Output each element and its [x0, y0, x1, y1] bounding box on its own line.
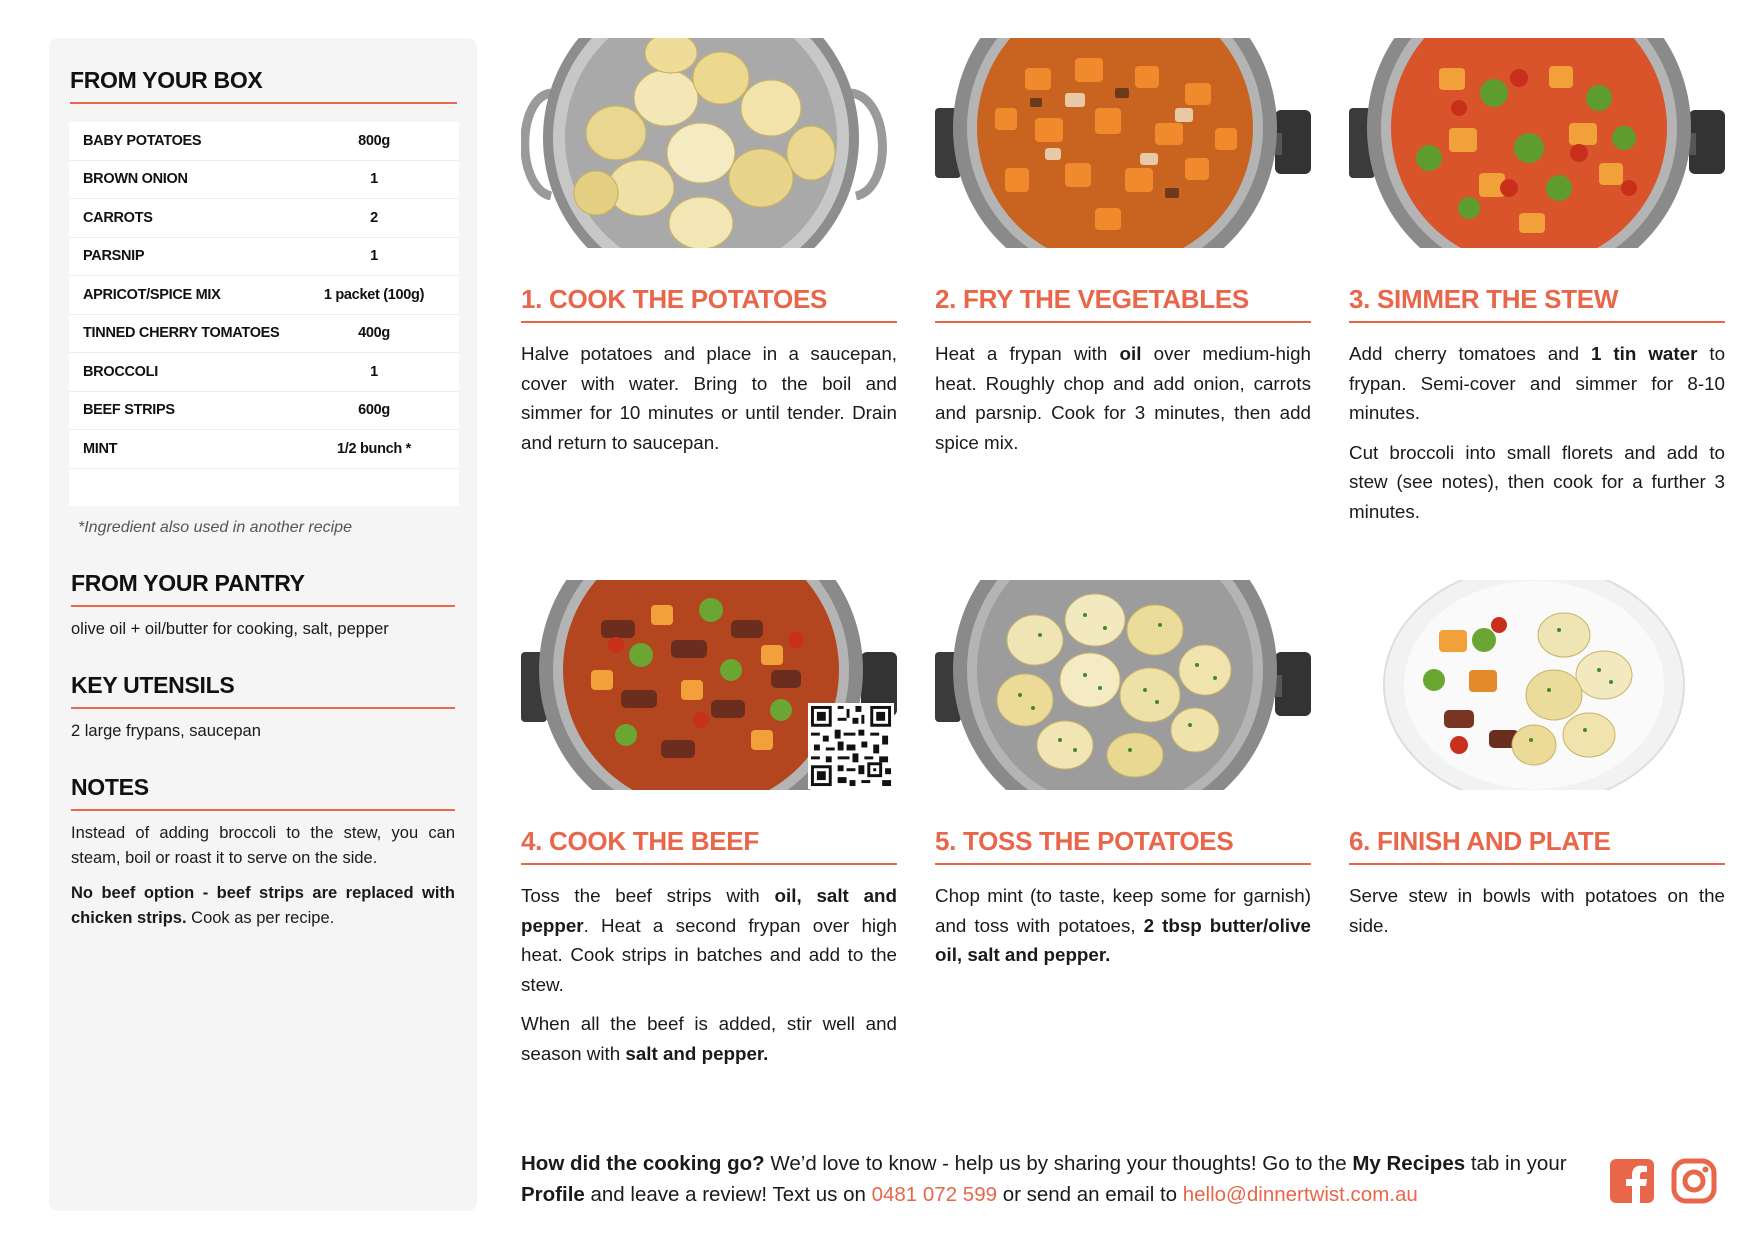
ingredient-name: CARROTS: [83, 209, 153, 226]
ingredient-row: [69, 430, 459, 469]
facebook-icon[interactable]: [1609, 1158, 1655, 1204]
ingredient-name: APRICOT/SPICE MIX: [83, 286, 221, 303]
step-text: Cut broccoli into small florets and add to stew (see notes), then cook for a further 3 minutes.: [1349, 441, 1725, 522]
ingredient-qty: 1: [370, 363, 378, 380]
ingredient-name: MINT: [83, 440, 118, 457]
step-body: [1349, 881, 1725, 940]
step-text: Add cherry tomatoes and: [1349, 343, 1592, 364]
step-body: [1349, 339, 1725, 526]
footer-text: or send an email to: [997, 1183, 1183, 1206]
notes-paragraph: [71, 881, 455, 931]
step-body: [521, 881, 897, 1068]
ingredient-name: TINNED CHERRY TOMATOES: [83, 325, 280, 342]
ingredient-row: [69, 161, 459, 200]
step-paragraph: [521, 339, 897, 457]
profile-link: Profile: [521, 1183, 585, 1206]
step-paragraph: [935, 881, 1311, 970]
ingredient-qty: 800g: [358, 132, 390, 149]
ingredient-footnote: *Ingredient also used in another recipe: [78, 518, 352, 536]
step-paragraph: [1349, 438, 1725, 527]
utensils-body: 2 large frypans, saucepan: [71, 721, 261, 740]
step-4: [521, 580, 897, 1068]
ingredient-row: [69, 392, 459, 431]
step-body: [935, 881, 1311, 970]
notes-text: Cook as per recipe.: [186, 908, 335, 927]
ingredient-row: [69, 353, 459, 392]
step-photo-plated-dish: [1349, 580, 1725, 790]
footer-question: How did the cooking go?: [521, 1152, 765, 1175]
step-text: over medium-high heat. Roughly chop and add onion, carrots and parsnip. Cook for 3 minutes, then add spice mix.: [935, 343, 1311, 453]
step-bold: 2 tbsp butter/olive oil, salt and pepper.: [935, 914, 1311, 965]
ingredient-name: PARSNIP: [83, 248, 145, 265]
step-title: 6. FINISH AND PLATE: [1349, 826, 1725, 865]
notes-bold: No beef option - beef strips are replaced with chicken strips.: [71, 883, 455, 927]
step-text: Chop mint (to taste, keep some for garnish) and toss with potatoes,: [935, 885, 1311, 936]
step-text: Toss the beef strips with: [521, 885, 775, 906]
footer-text: We’d love to know - help us by sharing your thoughts! Go to the: [764, 1152, 1353, 1175]
ingredients-panel: [49, 38, 477, 1211]
ingredient-name: BEEF STRIPS: [83, 402, 175, 419]
step-text: Heat a frypan with: [935, 343, 1120, 364]
feedback-footer: [521, 1148, 1591, 1210]
my-recipes-link: My Recipes: [1352, 1152, 1466, 1175]
ingredient-qty: 1 packet (100g): [323, 286, 425, 303]
step-3: [1349, 38, 1725, 526]
step-bold: oil, salt and pepper: [521, 885, 897, 936]
step-title: 1. COOK THE POTATOES: [521, 284, 897, 323]
ingredient-qty: 1: [370, 171, 378, 188]
qr-code[interactable]: [808, 703, 894, 789]
ingredient-row-empty: [69, 469, 459, 506]
notes-section: [69, 774, 455, 931]
instagram-icon[interactable]: [1671, 1158, 1717, 1204]
ingredient-name: BABY POTATOES: [83, 132, 202, 149]
step-1: [521, 38, 897, 457]
step-title: 2. FRY THE VEGETABLES: [935, 284, 1311, 323]
utensils-title: KEY UTENSILS: [71, 672, 455, 709]
phone-link[interactable]: 0481 072 599: [871, 1183, 997, 1206]
step-paragraph: [1349, 339, 1725, 428]
utensils-section: [69, 672, 455, 744]
step-photo-simmer-stew: [1349, 38, 1725, 248]
step-photo-fry-vegetables: [935, 38, 1311, 248]
ingredient-row: [69, 276, 459, 315]
step-bold: salt and pepper.: [625, 1042, 769, 1064]
step-title: 4. COOK THE BEEF: [521, 826, 897, 865]
ingredient-row: [69, 315, 459, 354]
step-paragraph: [1349, 881, 1725, 940]
step-title: 3. SIMMER THE STEW: [1349, 284, 1725, 323]
step-body: [521, 339, 897, 457]
step-title: 5. TOSS THE POTATOES: [935, 826, 1311, 865]
step-text: Halve potatoes and place in a saucepan, cover with water. Bring to the boil and simmer for 10 minutes or until tender. Drain and return to saucepan.: [521, 343, 897, 453]
notes-title: NOTES: [71, 774, 455, 811]
pantry-title: FROM YOUR PANTRY: [71, 570, 455, 607]
step-bold: 1 tin water: [1591, 343, 1698, 364]
pantry-section: [69, 570, 455, 642]
footer-text: and leave a review! Text us on: [584, 1183, 872, 1206]
ingredient-qty: 2: [370, 209, 378, 226]
step-paragraph: [935, 339, 1311, 457]
step-text: When all the beef is added, stir well and season with: [521, 1013, 897, 1064]
step-body: [935, 339, 1311, 457]
ingredient-qty: 1: [370, 248, 378, 265]
ingredient-qty: 1/2 bunch *: [336, 440, 412, 457]
step-text: Serve stew in bowls with potatoes on the side.: [1349, 885, 1725, 936]
ingredient-row: [69, 122, 459, 161]
ingredient-row: [69, 238, 459, 277]
ingredient-qty: 400g: [358, 325, 390, 342]
step-paragraph: [521, 1009, 897, 1068]
ingredients-table: [69, 122, 459, 506]
step-6: [1349, 580, 1725, 940]
footer-text: tab in your: [1465, 1152, 1567, 1175]
email-link[interactable]: hello@dinnertwist.com.au: [1182, 1183, 1418, 1206]
step-bold: oil: [1119, 343, 1142, 364]
ingredient-row: [69, 199, 459, 238]
step-photo-potatoes-saucepan: [521, 38, 897, 248]
ingredient-name: BROCCOLI: [83, 363, 158, 380]
ingredient-name: BROWN ONION: [83, 171, 188, 188]
notes-paragraph: Instead of adding broccoli to the stew, you can steam, boil or roast it to serve on the side.: [71, 823, 455, 867]
step-2: [935, 38, 1311, 457]
box-title: FROM YOUR BOX: [70, 67, 457, 104]
step-paragraph: [521, 881, 897, 999]
step-5: [935, 580, 1311, 970]
step-text: . Heat a second frypan over high heat. Cook strips in batches and add to the stew.: [521, 914, 897, 995]
step-photo-toss-potatoes: [935, 580, 1311, 790]
step-photo-cook-beef: [521, 580, 897, 790]
ingredient-qty: 600g: [358, 402, 390, 419]
pantry-body: olive oil + oil/butter for cooking, salt, pepper: [71, 619, 389, 638]
step-text: to frypan. Semi-cover and simmer for 8-10 minutes.: [1349, 343, 1726, 423]
